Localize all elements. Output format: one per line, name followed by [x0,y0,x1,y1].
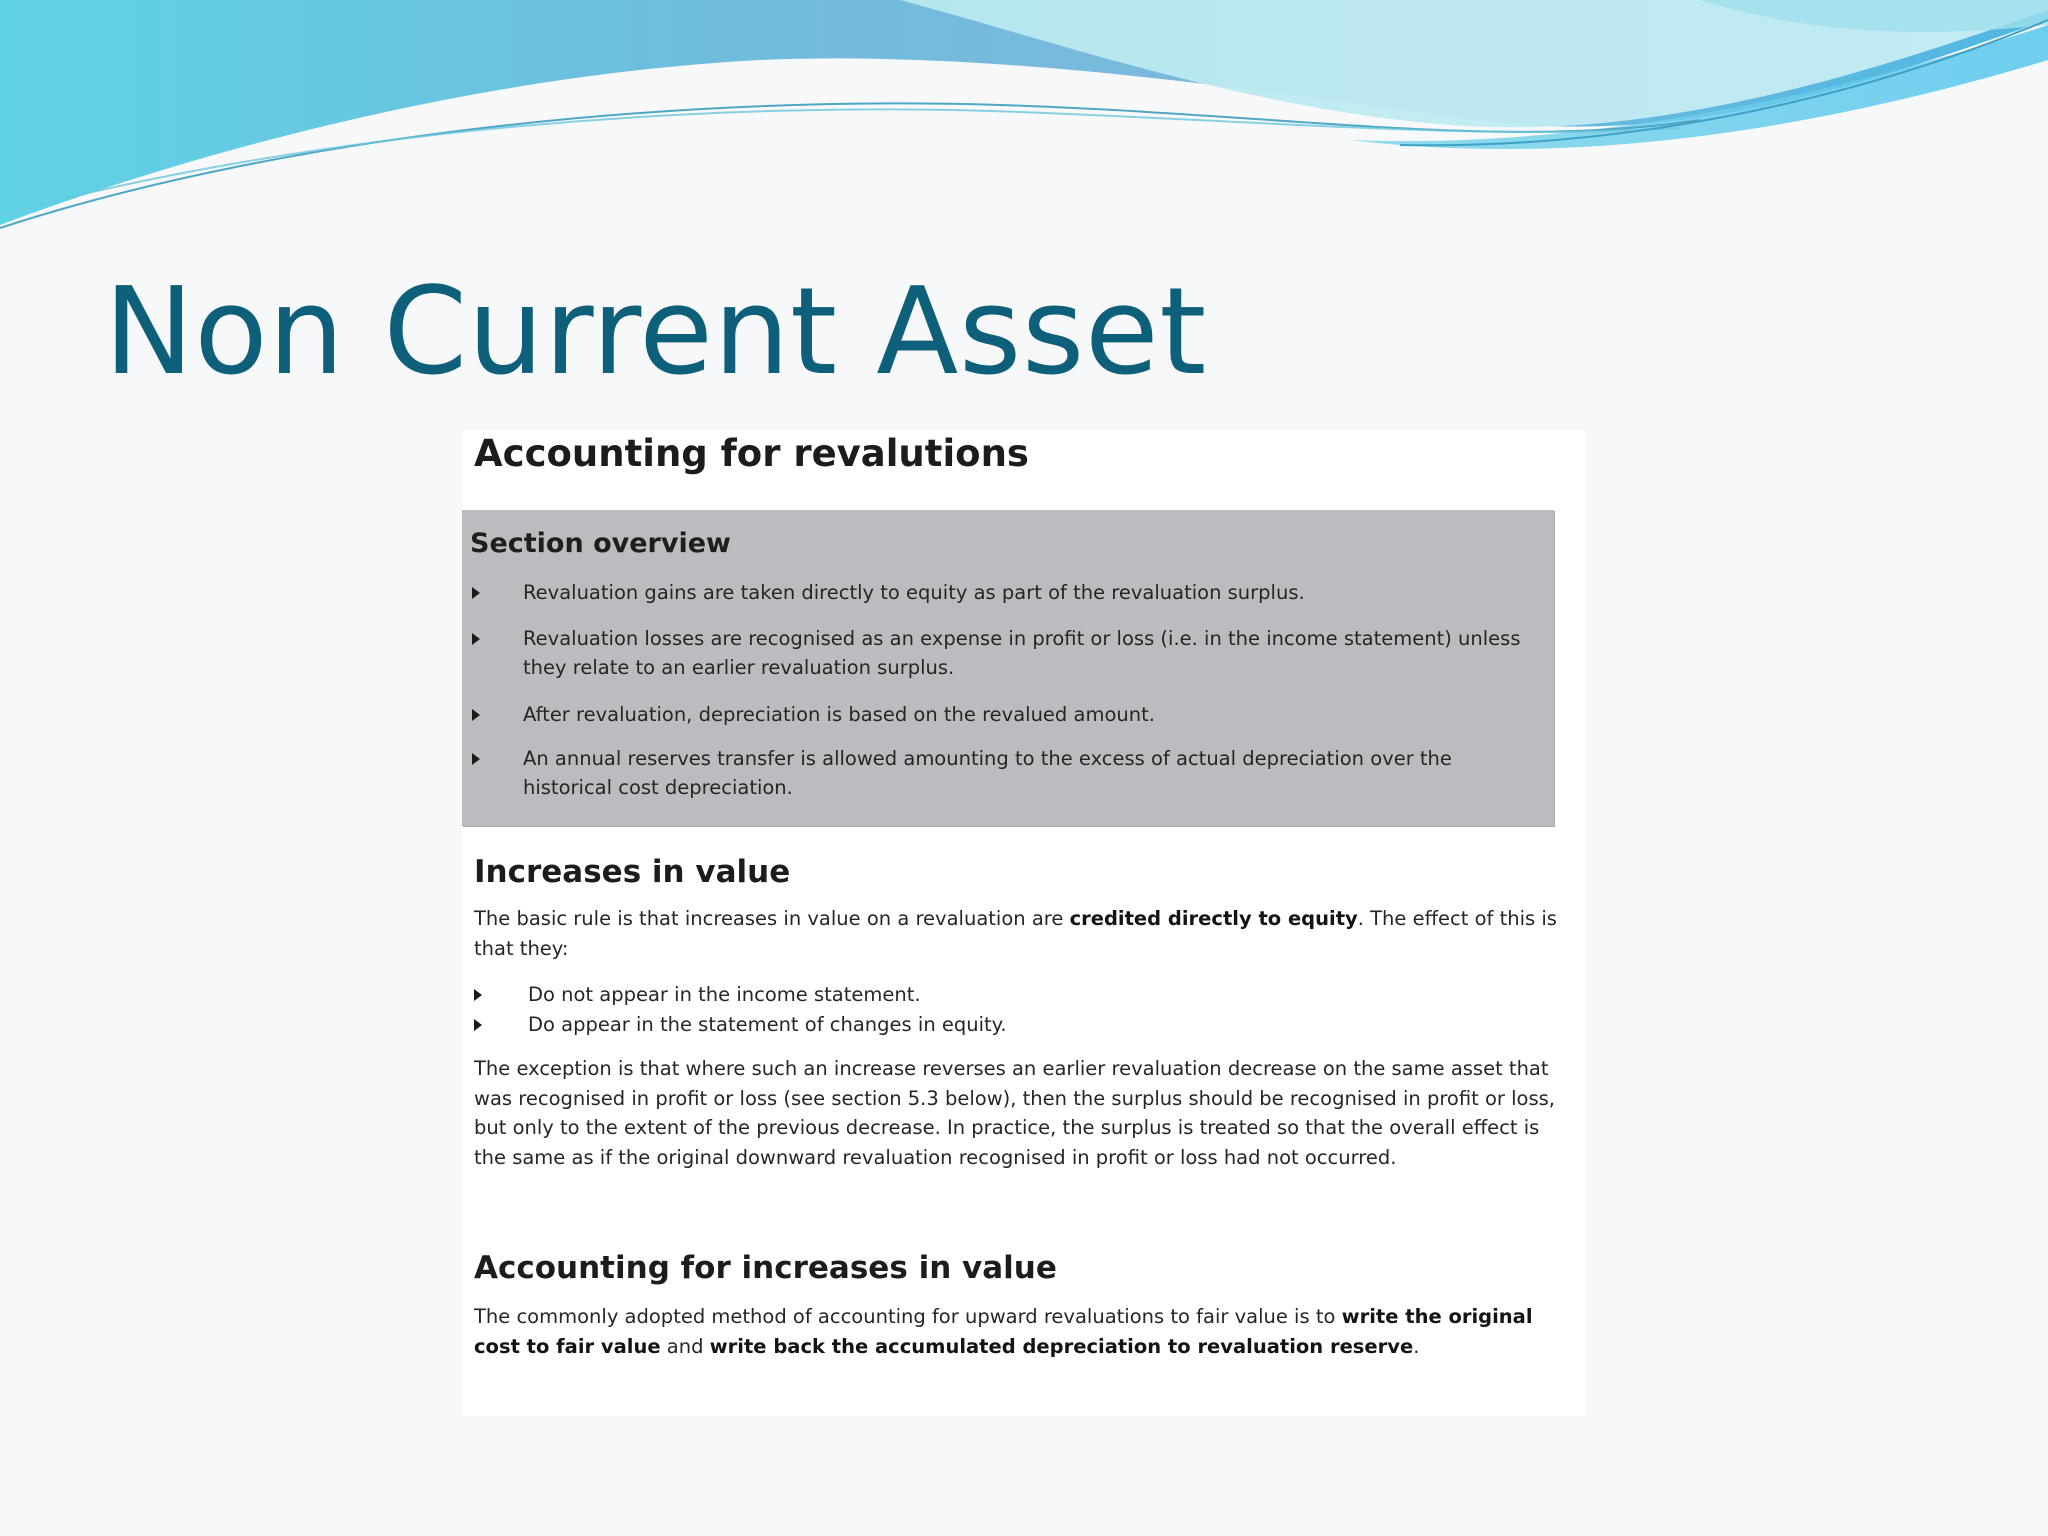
bullet-arrow-icon [472,709,480,721]
accounting-increases-heading: Accounting for increases in value [474,1250,1057,1286]
accounting-text-part: and [660,1334,710,1358]
accounting-bold-part: write back the accumulated depreciation to revaluation reserve [709,1334,1414,1358]
accounting-bold-part: write the original cost to fair value [474,1305,1533,1358]
section-overview-box [462,510,1554,826]
increases-intro [474,904,1564,963]
increases-bullet-text: Do not appear in the income statement. [528,983,921,1006]
accounting-text-part: The commonly adopted method of accounting for upward revaluations to fair value is to [474,1305,1342,1328]
slide-title: Non Current Asset [104,263,1207,402]
increases-bullet-text: Do appear in the statement of changes in equity. [528,1013,1007,1036]
bullet-arrow-icon [474,1019,482,1031]
bullet-arrow-icon [472,633,480,645]
document-heading: Accounting for revalutions [474,432,1029,475]
bullet-arrow-icon [472,753,480,765]
accounting-increases-paragraph [474,1302,1564,1361]
increases-exception-paragraph: The exception is that where such an increase reverses an earlier revaluation decrease on the same asset that was recognised in profit or loss (see section 5.3 below), then the surplus should be recognised in profit or loss, but only to the extent of the previous decrease. In practice, the surplus is treated so that the overall effect is the same as if the original downward revaluation recognised in profit or loss had not occurred. [474,1057,1555,1169]
overview-bullet-text: An annual reserves transfer is allowed amounting to the excess of actual depreciation over the historical cost depreciation. [523,747,1452,799]
overview-bullet-text: Revaluation losses are recognised as an expense in profit or loss (i.e. in the income statement) unless they relate to an earlier revaluation surplus. [523,627,1521,679]
bullet-arrow-icon [474,989,482,1001]
increases-intro-text: The basic rule is that increases in value on a revaluation are [474,907,1070,930]
increases-intro-bold: credited directly to equity [1069,907,1358,930]
bullet-arrow-icon [472,587,480,599]
overview-bullet-text: Revaluation gains are taken directly to equity as part of the revaluation surplus. [523,581,1305,604]
increases-intro-tail: . The effect of this is that they: [474,907,1557,960]
accounting-text-part: . [1413,1334,1420,1358]
header-wave-decoration [0,0,2048,240]
document-excerpt [462,430,1586,1416]
overview-bullet-text: After revaluation, depreciation is based on the revalued amount. [523,703,1155,726]
increases-heading: Increases in value [474,854,791,890]
section-overview-title: Section overview [470,528,731,559]
